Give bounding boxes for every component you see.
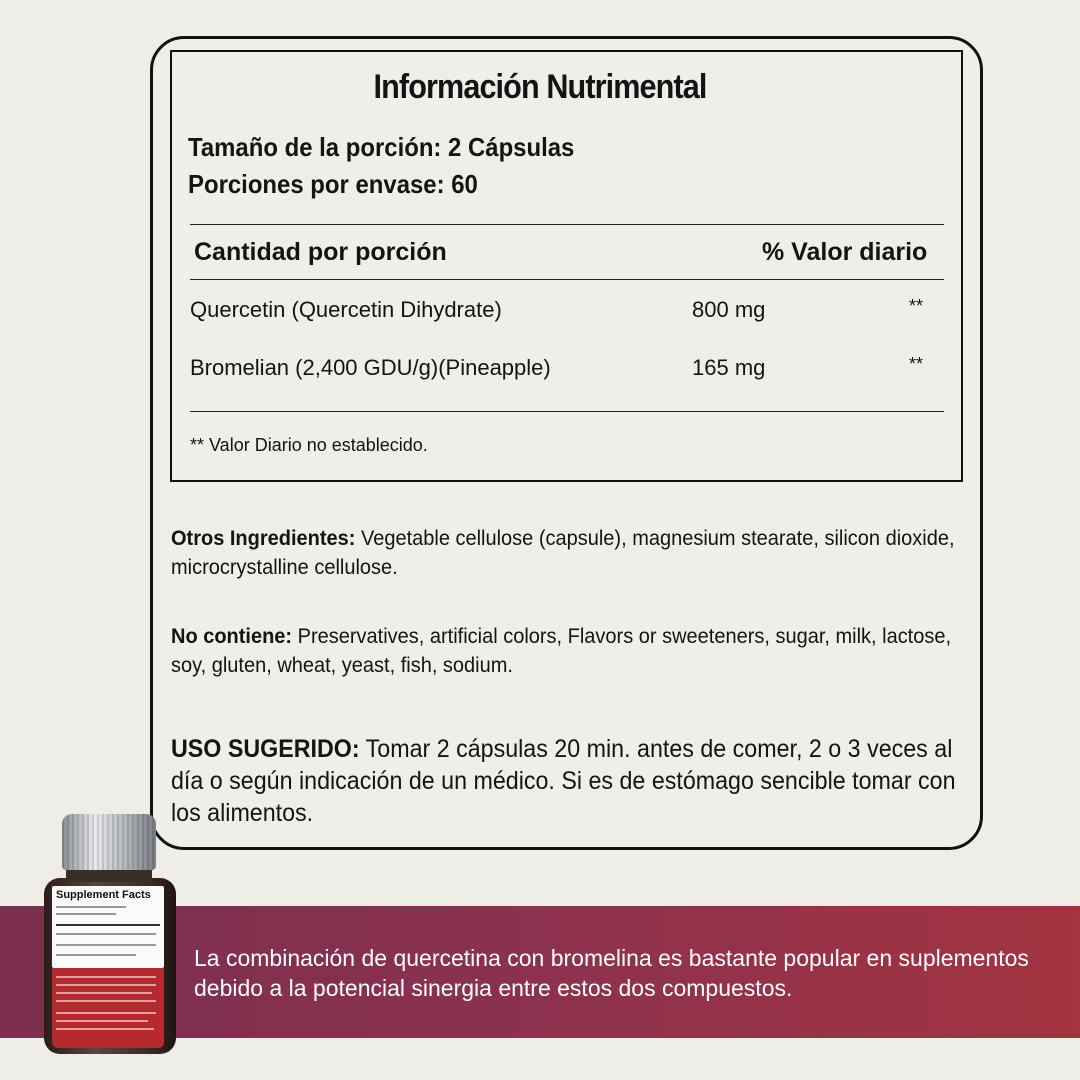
- label-line: [56, 906, 126, 908]
- other-ingredients: [171, 524, 971, 582]
- daily-value-header: % Valor diario: [762, 238, 928, 266]
- nutrient-amount: 800 mg: [692, 297, 766, 322]
- label-line: [56, 976, 156, 978]
- label-line: [56, 1012, 156, 1014]
- suggested-use-label: USO SUGERIDO:: [171, 735, 360, 763]
- does-not-contain: [171, 622, 971, 680]
- does-not-contain-text: Preservatives, artificial colors, Flavors or sweeteners, sugar, milk, lactose, soy, gluten, wheat, yeast, fish, sodium.: [171, 624, 952, 677]
- servings-per-container: Porciones por envase: 60: [188, 169, 478, 199]
- footnote: ** Valor Diario no establecido.: [190, 435, 428, 455]
- divider: [190, 224, 944, 225]
- bottle-label-title: Supplement Facts: [56, 889, 151, 901]
- facts-title: Información Nutrimental: [373, 68, 707, 106]
- label-line: [56, 944, 156, 946]
- label-line: [56, 1028, 154, 1030]
- bottle-neck: [66, 868, 152, 882]
- divider: [190, 279, 944, 280]
- label-line: [56, 992, 152, 994]
- label-line: [56, 924, 160, 926]
- nutrient-name: Quercetin (Quercetin Dihydrate): [190, 297, 502, 322]
- bottle-label-red: [52, 968, 164, 1048]
- nutrient-daily-value: **: [909, 354, 924, 374]
- suggested-use: [171, 733, 971, 829]
- bottle-cap: [62, 814, 156, 870]
- nutrient-amount: 165 mg: [692, 355, 766, 380]
- label-line: [56, 933, 156, 935]
- other-ingredients-label: Otros Ingredientes:: [171, 526, 356, 550]
- nutrient-name: Bromelian (2,400 GDU/g)(Pineapple): [190, 355, 551, 380]
- label-line: [56, 954, 136, 956]
- amount-header: Cantidad por porción: [194, 238, 447, 266]
- label-line: [56, 984, 156, 986]
- divider: [190, 411, 944, 412]
- nutrient-daily-value: **: [909, 296, 924, 316]
- label-line: [56, 1020, 148, 1022]
- suggested-use-text: Tomar 2 cápsulas 20 min. antes de comer, 2 o 3 veces al día o según indicación de un médico. Si es de estómago sencible tomar con los alimentos.: [171, 735, 956, 827]
- banner-text: La combinación de quercetina con bromelina es bastante popular en suplementos debido a la potencial sinergia entre estos dos compuestos.: [194, 945, 1029, 1001]
- product-bottle-image: [44, 814, 176, 1054]
- serving-size: Tamaño de la porción: 2 Cápsulas: [188, 132, 575, 162]
- label-line: [56, 1000, 156, 1002]
- other-ingredients-text: Vegetable cellulose (capsule), magnesium stearate, silicon dioxide, microcrystalline cellulose.: [171, 526, 955, 579]
- does-not-contain-label: No contiene:: [171, 624, 293, 648]
- label-line: [56, 913, 116, 915]
